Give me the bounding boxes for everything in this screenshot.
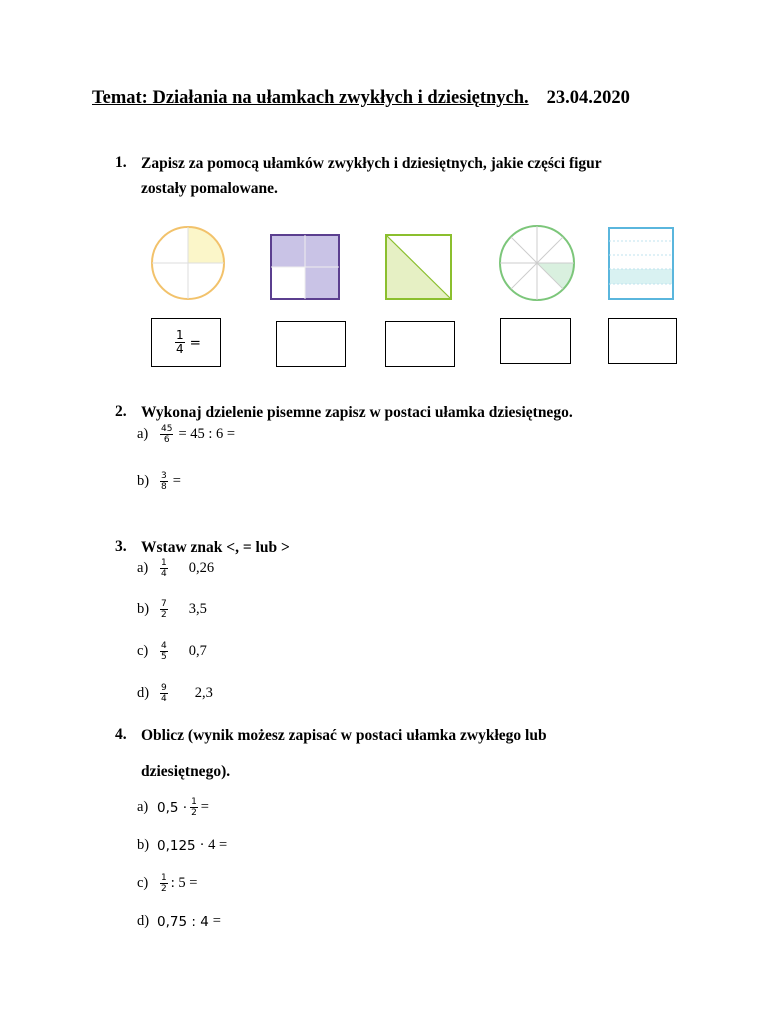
example-equals: =	[189, 334, 201, 351]
figure-square-three-quarters	[271, 235, 339, 299]
q4-text-line2: dziesiętnego).	[141, 763, 231, 780]
q3-item-a: a) $\frac{1}{4}$ 0,26	[137, 558, 215, 579]
q1-text-line2: zostały pomalowane.	[141, 180, 278, 197]
q3-text: Wstaw znak <, = lub >	[141, 539, 290, 556]
answer-box-3[interactable]	[385, 321, 455, 367]
answer-box-5[interactable]	[608, 318, 677, 364]
q4-item-a: a) 0,5 · $\frac{1}{2}$ =	[137, 797, 209, 818]
figure-striped-rectangle	[609, 228, 673, 299]
q2-number: 2.	[115, 403, 127, 420]
figure-circle-eighths	[500, 226, 574, 300]
q3-item-b: b) $\frac{7}{2}$ 3,5	[137, 599, 207, 620]
q3-item-d: d) $\frac{9}{4}$ 2,3	[137, 683, 213, 704]
q2-b-fraction: $\frac{3}{8}$	[161, 471, 167, 492]
q3-item-c: c) $\frac{4}{5}$ 0,7	[137, 641, 207, 662]
q1-text-line1: Zapisz za pomocą ułamków zwykłych i dziesiętnych, jakie części figur	[141, 155, 602, 172]
q4-item-b: b) 0,125 · 4 =	[137, 837, 228, 854]
q2-text: Wykonaj dzielenie pisemne zapisz w postaci ułamka dziesiętnego.	[141, 404, 573, 421]
q4-number: 4.	[115, 726, 127, 743]
figures	[140, 220, 685, 310]
answer-box-2[interactable]	[276, 321, 346, 367]
example-fraction: $\frac{1}{4}$	[176, 328, 184, 356]
figure-circle-quarter	[152, 227, 224, 299]
q2-a-fraction: $\frac{45}{6}$	[161, 424, 173, 445]
q4-item-c: c) $\frac{1}{2}$ : 5 =	[137, 873, 198, 894]
q1-text	[141, 151, 602, 201]
q3-number: 3.	[115, 538, 127, 555]
q1-number: 1.	[115, 154, 127, 171]
figure-square-half-triangle	[386, 235, 451, 299]
date-label: 23.04.2020	[546, 88, 630, 108]
answer-box-4[interactable]	[500, 318, 571, 364]
q2-item-b: b) $\frac{3}{8}$ =	[137, 471, 181, 492]
q4-text-line1: Oblicz (wynik możesz zapisać w postaci ułamka zwykłego lub	[141, 727, 547, 744]
topic-heading: Temat: Działania na ułamkach zwykłych i dziesiętnych.	[92, 88, 529, 108]
answer-box-1[interactable]	[151, 318, 221, 367]
q4-item-d: d) 0,75 : 4 =	[137, 913, 221, 930]
q2-item-a: a) $\frac{45}{6}$ = 45 : 6 =	[137, 424, 236, 445]
page-title	[92, 88, 630, 109]
